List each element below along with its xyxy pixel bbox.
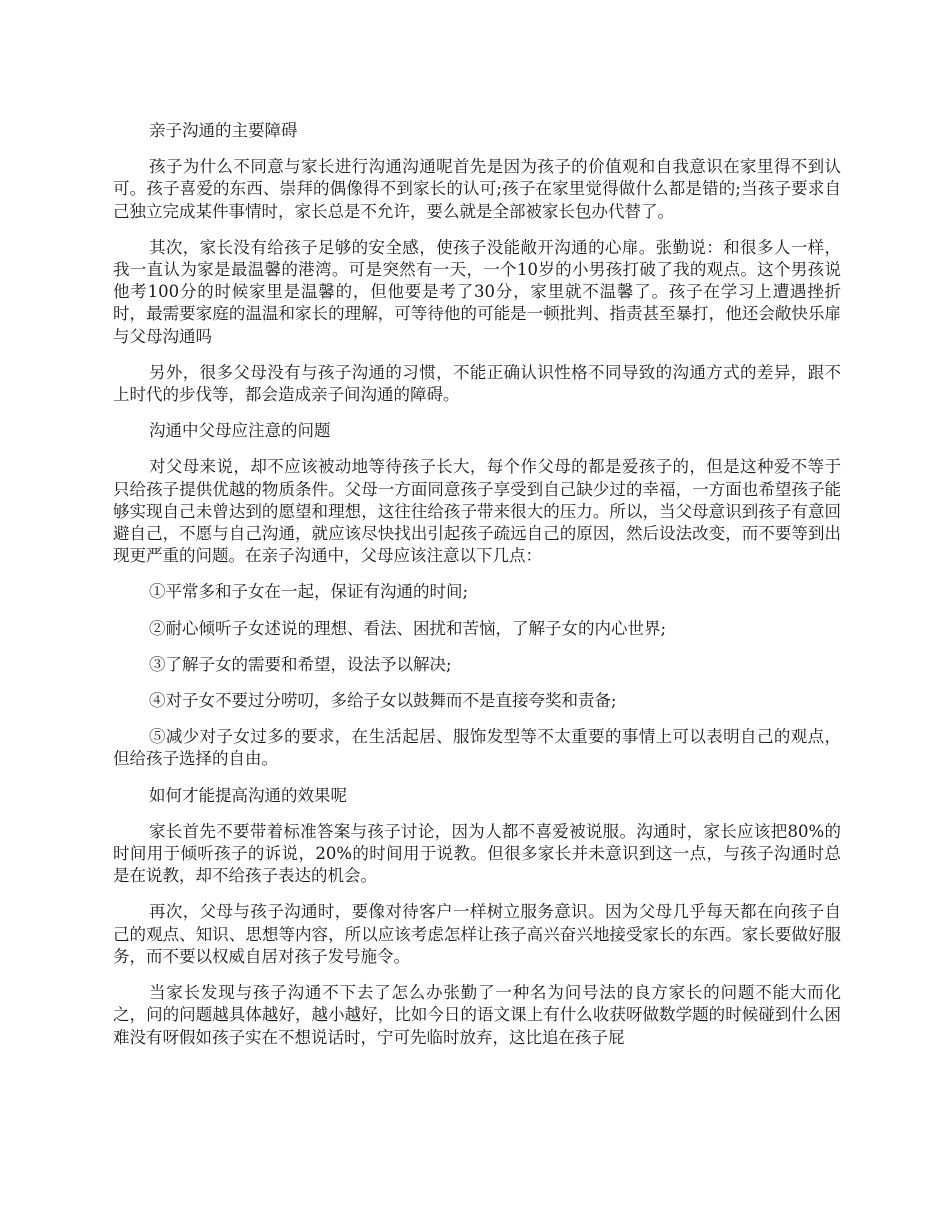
paragraph: 再次，父母与孩子沟通时，要像对待客户一样树立服务意识。因为父母几乎每天都在向孩子自己的观点、知识、思想等内容，所以应该考虑怎样让孩子高兴奋兴地接受家长的东西。家长要做好服务，而不要以权威自居对孩子发号施令。	[113, 902, 841, 966]
document-page	[113, 120, 841, 1063]
section-heading: 如何才能提高沟通的效果呢	[149, 785, 347, 805]
list-item: ④对子女不要过分唠叨，多给子女以鼓舞而不是直接夸奖和责备;	[149, 691, 617, 711]
paragraph: 当家长发现与孩子沟通不下去了怎么办张勤了一种名为问号法的良方家长的问题不能大而化之，问的问题越具体越好，越小越好，比如今日的语文课上有什么收获呀做数学题的时候碰到什么困难没有呀假如孩子实在不想说话时，宁可先临时放弃，这比追在孩子屁	[113, 983, 841, 1047]
paragraph: 对父母来说，却不应该被动地等待孩子长大，每个作父母的都是爱孩子的，但是这种爱不等于只给孩子提供优越的物质条件。父母一方面同意孩子享受到自己缺少过的幸福，一方面也希望孩子能够实现自己未曾达到的愿望和理想，这往往给孩子带来很大的压力。所以，当父母意识到孩子有意回避自己，不愿与自己沟通，就应该尽快找出引起孩子疏远自己的原因，然后设法改变，而不要等到出现更严重的问题。在亲子沟通中，父母应该注意以下几点：	[113, 457, 841, 566]
paragraph: 其次，家长没有给孩子足够的安全感，使孩子没能敞开沟通的心扉。张勤说：和很多人一样，我一直认为家是最温馨的港湾。可是突然有一天，一个10岁的小男孩打破了我的观点。这个男孩说他考100分的时候家里是温馨的，但他要是考了30分，家里就不温馨了。孩子在学习上遭遇挫折时，最需要家庭的温温和家长的理解，可等待他的可能是一顿批判、指责甚至暴打，他还会敞快乐扉与父母沟通吗	[113, 237, 841, 346]
paragraph: 孩子为什么不同意与家长进行沟通沟通呢首先是因为孩子的价值观和自我意识在家里得不到认可。孩子喜爱的东西、崇拜的偶像得不到家长的认可;孩子在家里觉得做什么都是错的;当孩子要求自己独立完成某件事情时，家长总是不允许，要么就是全部被家长包办代替了。	[113, 157, 841, 221]
section-heading: 沟通中父母应注意的问题	[149, 421, 331, 441]
section-heading: 亲子沟通的主要障碍	[149, 121, 298, 140]
list-item: ⑤减少对子女过多的要求，在生活起居、服饰发型等不太重要的事情上可以表明自己的观点，但给孩子选择的自由。	[113, 727, 841, 769]
list-item: ②耐心倾听子女述说的理想、看法、困扰和苦恼，了解子女的内心世界;	[149, 618, 667, 638]
paragraph: 另外，很多父母没有与孩子沟通的习惯，不能正确认识性格不同导致的沟通方式的差异，跟不上时代的步伐等，都会造成亲子间沟通的障碍。	[113, 362, 841, 405]
list-item: ①平常多和子女在一起，保证有沟通的时间;	[149, 582, 469, 602]
list-item: ③了解子女的需要和希望，设法予以解决;	[149, 654, 452, 674]
paragraph: 家长首先不要带着标准答案与孩子讨论，因为人都不喜爱被说服。沟通时，家长应该把80%的时间用于倾听孩子的诉说，20%的时间用于说教。但很多家长并未意识到这一点，与孩子沟通时总是在说教，却不给孩子表达的机会。	[113, 821, 841, 886]
